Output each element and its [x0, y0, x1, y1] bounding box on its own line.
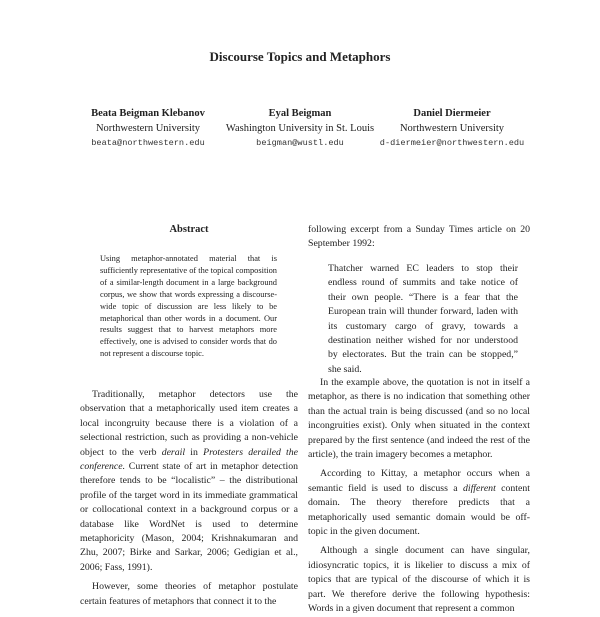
block-quote: Thatcher warned EC leaders to stop their endless round of summits and take notice of their own people. “There is a fear that the European train will thunder forward, laden with its customary cargo of gravy, towards a destination neither wished for nor understood by electorates. But the train can be stopped,” she said.	[328, 263, 518, 375]
text-run: Current state of art in metaphor detection therefore tends to be “localistic” – the distributional profile of the target word in its immediate grammatical or collocational context in a background corpus or a database like WordNet is used to determine metaphoricity (Mason, 2004; Krishnakumaran and Zhu, 2007; Birke and Sarkar, 2006; Gedigian et al., 2006; Fass, 1991).	[80, 461, 298, 573]
author-block	[352, 106, 552, 151]
text-run: different	[462, 482, 496, 494]
author-affiliation: Northwestern University	[399, 123, 505, 134]
text-run: According to Kittay, a metaphor occurs when a semantic field is used to discuss a	[308, 468, 530, 494]
author-email: d-diermeier@northwestern.edu	[379, 138, 525, 148]
author-affiliation: Northwestern University	[95, 123, 201, 134]
left-column	[80, 388, 298, 609]
abstract-heading: Abstract	[169, 224, 209, 235]
text-run: Traditionally, metaphor detectors use the observation that a metaphorically used item creates a local incongruity because there is a violation of a selectional restriction, such as providing a non-vehicle object to the verb	[80, 389, 298, 458]
author-name: Eyal Beigman	[268, 108, 332, 119]
paper-title: Discourse Topics and Metaphors	[209, 49, 391, 64]
author-affiliation: Washington University in St. Louis	[225, 123, 375, 134]
text-run: derail	[161, 446, 186, 458]
text-run: Protesters derailed the conference.	[80, 446, 298, 473]
author-name: Beata Beigman Klebanov	[91, 108, 205, 119]
paragraph: In the example above, the quotation is not in itself a metaphor, as there is no indication that something other than the actual train is being discussed (and so no local incongruities exist). Only when situated in the context prepared by the first sentence (and indeed the rest of the article), the train imagery becomes a metaphor.	[308, 377, 530, 461]
paragraph	[308, 467, 530, 539]
abstract-text: Using metaphor-annotated material that is sufficiently representative of the topical composition of a similar-length document in a large background corpus, we show that words expressing a discourse-wide topic of discussion are less likely to be metaphorical than other words in a document. Our results suggest that to harvest metaphors more effectively, one is advised to consider words that do not represent a discourse topic.	[100, 254, 277, 359]
paragraph: However, some theories of metaphor postulate certain features of metaphors that connect it to the	[80, 581, 298, 607]
paragraph	[80, 388, 298, 575]
author-email: beigman@wustl.edu	[256, 138, 344, 148]
paragraph: Although a single document can have singular, idiosyncratic topics, it is likelier to discuss a mix of topics that are typical of the discourse of which it is part. We therefore derive the following hypothesis: Words in a given document that represent a common	[308, 545, 530, 615]
author-name: Daniel Diermeier	[413, 108, 491, 119]
author-email: beata@northwestern.edu	[91, 138, 205, 148]
text-run: in	[185, 446, 204, 458]
right-column	[308, 376, 530, 617]
text-run: content domain. The theory therefore predicts that a metaphorically used semantic domain would be off-topic in the given document.	[308, 482, 530, 538]
right-column-intro: following excerpt from a Sunday Times article on 20 September 1992:	[308, 224, 530, 250]
